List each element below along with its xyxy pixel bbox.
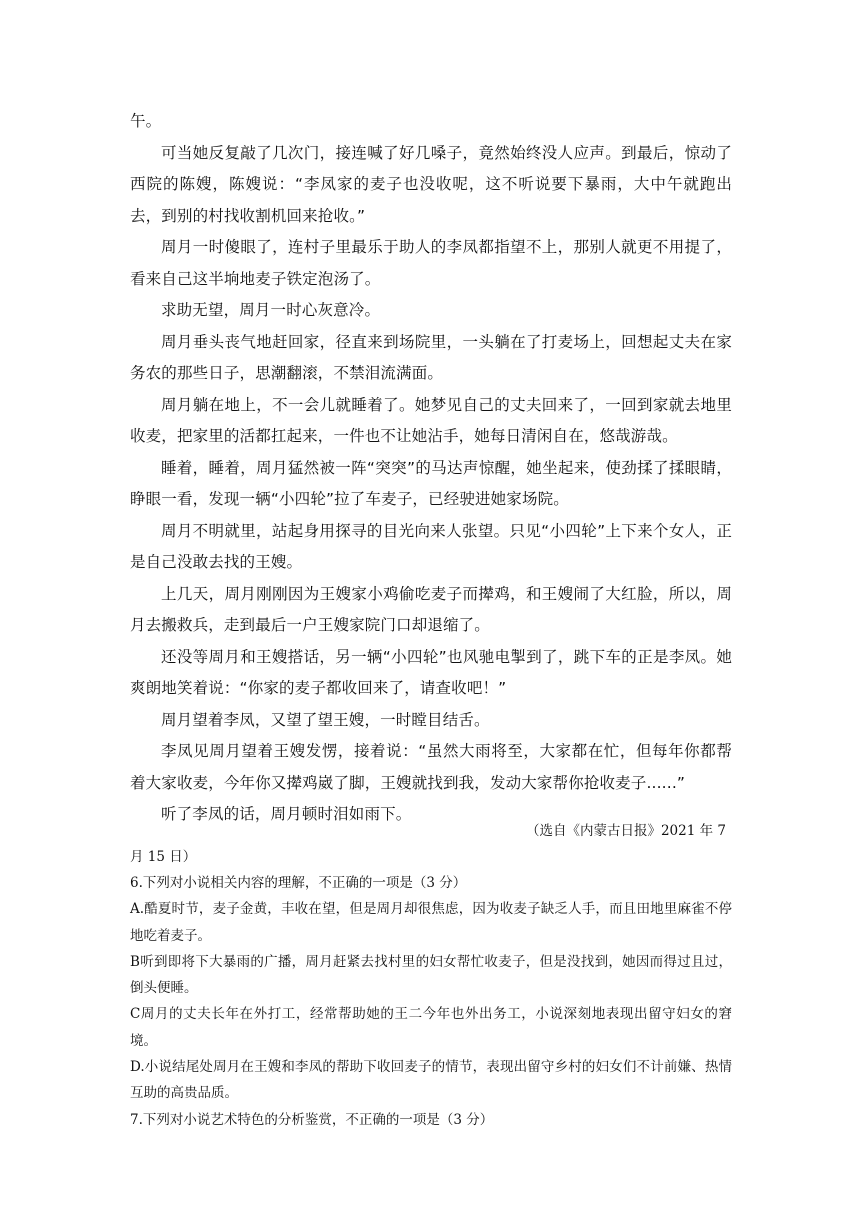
question-7-stem: 7.下列对小说艺术特色的分析鉴赏，不正确的一项是（3 分） xyxy=(130,1111,494,1128)
story-paragraph: 李凤见周月望着王嫂发愣，接着说：“虽然大雨将至，大家都在忙，但每年你都帮着大家收麦，今年你又撵鸡崴了脚，王嫂就找到我，发动大家帮你抢收麦子......” xyxy=(130,742,732,792)
story-paragraph: 求助无望，周月一时心灰意冷。 xyxy=(161,301,381,319)
question-6-option-a: A.酷夏时节，麦子金黄，丰收在望，但是周月却很焦虑，因为收麦子缺乏人手，而且田地里麻雀不停地吃着麦子。 xyxy=(130,901,732,944)
source-citation xyxy=(130,818,732,870)
question-6-option-b: B听到即将下大暴雨的广播，周月赶紧去找村里的妇女帮忙收麦子，但是没找到，她因而得过且过，倒头便睡。 xyxy=(130,953,732,997)
story-paragraph: 听了李凤的话，周月顿时泪如雨下。 xyxy=(161,805,412,823)
story-paragraph: 睡着，睡着，周月猛然被一阵“突突”的马达声惊醒，她坐起来，使劲揉了揉眼睛，睁眼一看，发现一辆“小四轮”拉了车麦子，已经驶进她家场院。 xyxy=(130,458,732,508)
story-paragraph: 还没等周月和王嫂搭话，另一辆“小四轮”也风驰电掣到了，跳下车的正是李凤。她爽朗地笑着说：“你家的麦子都收回来了，请查收吧！” xyxy=(130,647,732,697)
source-citation-line1: （选自《内蒙古日报》2021 年 7 xyxy=(525,823,726,839)
question-6-stem: 6.下列对小说相关内容的理解，不正确的一项是（3 分） xyxy=(130,875,467,891)
story-paragraph: 上几天，周月刚刚因为王嫂家小鸡偷吃麦子而撵鸡，和王嫂闹了大红脸，所以，周月去搬救兵，走到最后一户王嫂家院门口却退缩了。 xyxy=(130,584,732,634)
story-paragraph: 可当她反复敲了几次门，接连喊了好几嗓子，竟然始终没人应声。到最后，惊动了西院的陈嫂，陈嫂说：“李凤家的麦子也没收呢，这不听说要下暴雨，大中午就跑出去，到别的村找收割机回来抢收。” xyxy=(130,143,732,225)
story-paragraph: 周月一时傻眼了，连村子里最乐于助人的李凤都指望不上，那别人就更不用提了，看来自己这半垧地麦子铁定泡汤了。 xyxy=(130,238,732,288)
story-paragraph: 周月躺在地上，不一会儿就睡着了。她梦见自己的丈夫回来了，一回到家就去地里收麦，把家里的活都扛起来，一件也不让她沾手，她每日清闲自在，悠哉游哉。 xyxy=(130,395,732,445)
story-paragraph: 周月不明就里，站起身用探寻的目光向来人张望。只见“小四轮”上下来个女人，正是自己没敢去找的王嫂。 xyxy=(130,521,732,571)
source-citation-line2: 月 15 日） xyxy=(130,849,197,865)
question-6-option-c: C周月的丈夫长年在外打工，经常帮助她的王二今年也外出务工，小说深刻地表现出留守妇女的窘境。 xyxy=(130,1006,732,1049)
story-paragraph: 午。 xyxy=(130,112,162,130)
story-text xyxy=(130,106,732,831)
story-paragraph: 周月望着李凤，又望了望王嫂，一时瞠目结舌。 xyxy=(161,710,490,729)
question-section xyxy=(130,870,732,1133)
question-6-option-d: D.小说结尾处周月在王嫂和李凤的帮助下收回麦子的情节，表现出留守乡村的妇女们不计前嫌、热情互助的高贵品质。 xyxy=(130,1059,732,1102)
story-paragraph: 周月垂头丧气地赶回家，径直来到场院里，一头躺在了打麦场上，回想起丈夫在家务农的那些日子，思潮翻滚，不禁泪流满面。 xyxy=(130,332,732,382)
